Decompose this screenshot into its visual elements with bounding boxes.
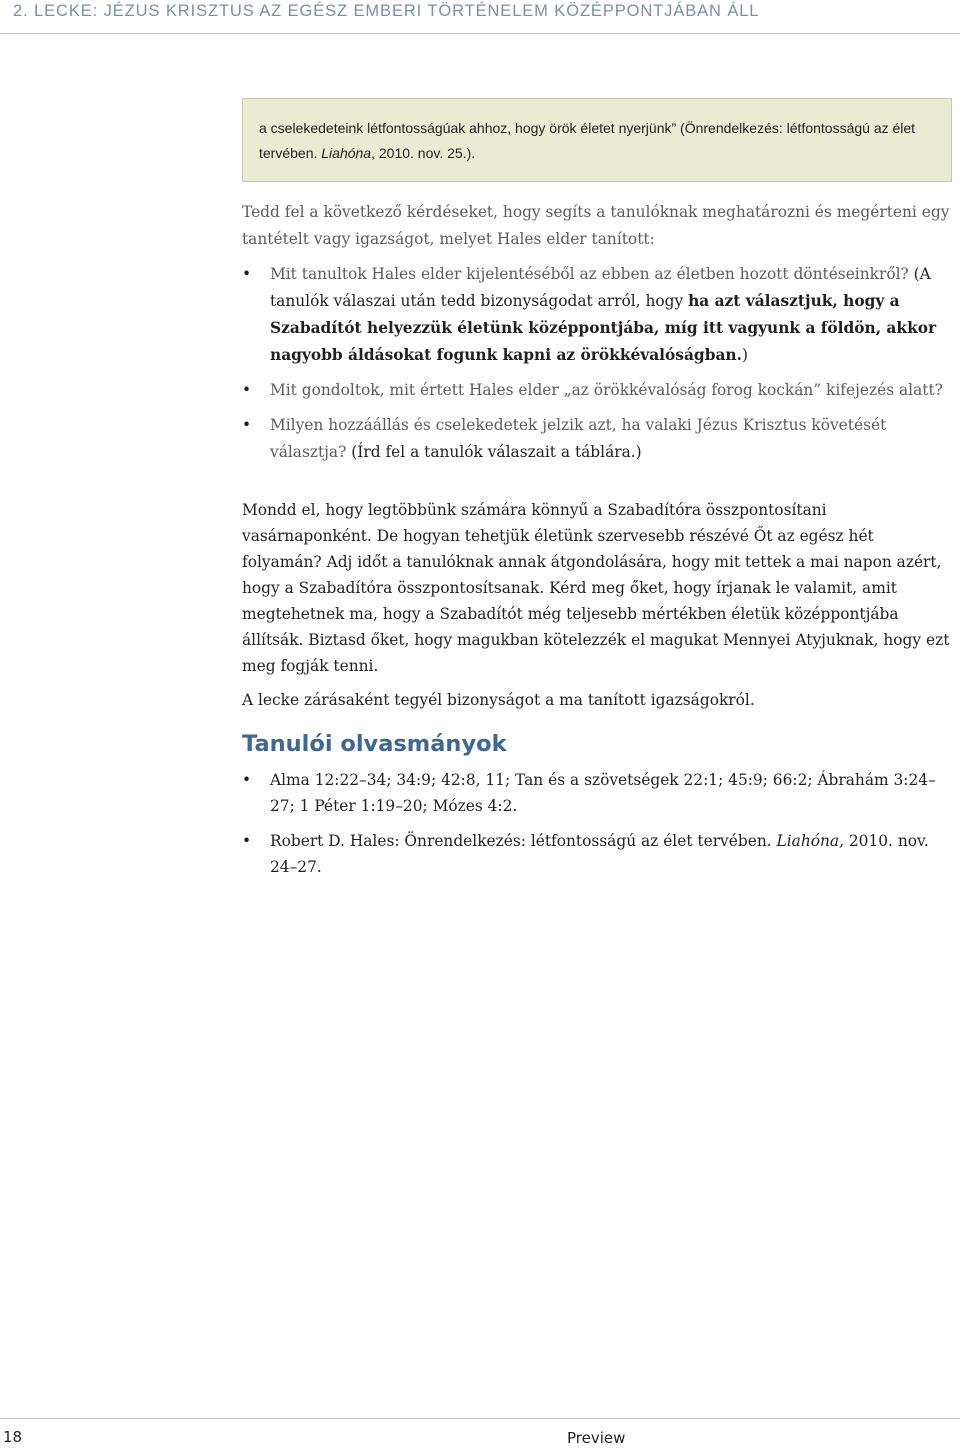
question-item-1 <box>242 261 957 369</box>
bullet-icon: • <box>242 265 252 283</box>
reading-item-1 <box>242 767 957 819</box>
quote-journal-title: Liahóna <box>321 145 372 161</box>
section-heading: Tanulói olvasmányok <box>242 731 507 757</box>
question-item-2 <box>242 377 957 404</box>
question-item-3 <box>242 412 957 466</box>
bullet-icon: • <box>242 832 252 850</box>
quote-text-start: a cselekedeteink létfontosságúak ahhoz, hogy örök életet nyerjünk” (Önrendelkezés: létfontosságú az élet tervében. <box>259 120 916 161</box>
preview-label: Preview <box>567 1429 626 1447</box>
quote-text <box>259 116 935 166</box>
question-note-end: ) <box>741 346 748 364</box>
discussion-questions <box>242 261 957 466</box>
reading-journal-title: Liahóna, <box>776 832 844 850</box>
reading-text-end: 2010. nov. 24–27. <box>270 832 929 876</box>
closing-paragraph: A lecke zárásaként tegyél bizonyságot a ma tanított igazságokról. <box>242 691 755 709</box>
question-note: (A tanulók válaszai után tedd bizonyságodat arról, hogy <box>270 265 931 310</box>
quote-text-end: , 2010. nov. 25.). <box>371 145 476 161</box>
focus-paragraph: Mondd el, hogy legtöbbünk számára könnyű a Szabadítóra összpontosítani vasárnaponként. De hogyan tehetjük életünk szervesebb részévé Őt az egész hét folyamán? Adj időt a tanulóknak annak átgondolására, hogy mit tettek a mai napon azért, hogy a Szabadítóra összpontosítsanak. Kérd meg őket, hogy írjanak le valamit, amit megtehetnek ma, hogy a Szabadítót még teljesebb mértékben életük középpontjába állítsák. Biztasd őket, hogy magukban kötelezzék el magukat Mennyei Atyjuknak, hogy ezt meg fogják tenni. <box>242 501 950 675</box>
page-number: 18 <box>3 1428 23 1446</box>
reading-text: Alma 12:22–34; 34:9; 42:8, 11; Tan és a szövetségek 22:1; 45:9; 66:2; Ábrahám 3:24–27; 1 Péter 1:19–20; Mózes 4:2. <box>270 771 936 815</box>
footer-divider <box>0 1418 960 1419</box>
bullet-icon: • <box>242 771 252 789</box>
question-text: Mit tanultok Hales elder kijelentéséből az ebben az életben hozott döntéseinkről? <box>270 265 909 283</box>
bullet-icon: • <box>242 381 252 399</box>
question-text: Mit gondoltok, mit értett Hales elder „az örökkévalóság forog kockán” kifejezés alatt? <box>270 381 943 399</box>
header-divider <box>0 33 960 34</box>
running-header: 2. LECKE: JÉZUS KRISZTUS AZ EGÉSZ EMBERI TÖRTÉNELEM KÖZÉPPONTJÁBAN ÁLL <box>13 2 760 20</box>
reading-item-2 <box>242 828 957 880</box>
reading-text: Robert D. Hales: Önrendelkezés: létfontosságú az élet tervében. <box>270 832 777 850</box>
question-text: Milyen hozzáállás és cselekedetek jelzik azt, ha valaki Jézus Krisztus követését választja? <box>270 416 887 461</box>
quote-box <box>242 98 952 182</box>
question-note-emphasis: ha azt választjuk, hogy a Szabadítót helyezzük életünk középpontjába, míg itt vagyunk a földön, akkor nagyobb áldásokat fogunk kapni az örökkévalóságban. <box>270 292 937 364</box>
question-note: (Írd fel a tanulók válaszait a táblára.) <box>346 443 642 461</box>
readings-list <box>242 767 957 880</box>
intro-paragraph: Tedd fel a következő kérdéseket, hogy segíts a tanulóknak meghatározni és megérteni egy tantételt vagy igazságot, melyet Hales elder tanított: <box>242 203 950 248</box>
bullet-icon: • <box>242 416 252 434</box>
